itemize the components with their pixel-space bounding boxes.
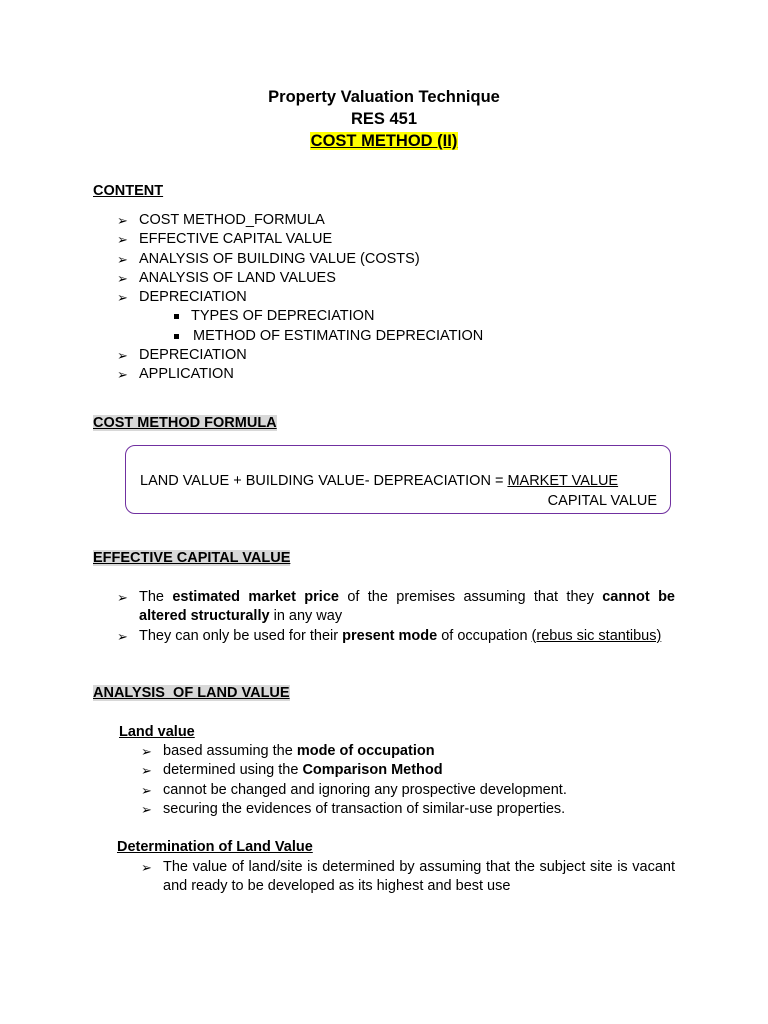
square-bullet-icon	[174, 314, 179, 319]
sub-list-item: TYPES OF DEPRECIATION	[117, 307, 717, 326]
land-value-list	[141, 742, 701, 819]
formula-alt-result: CAPITAL VALUE	[547, 493, 657, 509]
determination-list	[141, 858, 675, 897]
list-item: ➢ based assuming the mode of occupation	[141, 742, 701, 761]
list-item: ➢ determined using the Comparison Method	[141, 761, 701, 780]
effective-capital-value-heading: EFFECTIVE CAPITAL VALUE	[93, 550, 291, 566]
arrow-bullet-icon: ➢	[141, 801, 152, 817]
sub-list-item: METHOD OF ESTIMATING DEPRECIATION	[117, 327, 717, 346]
topic-title: COST METHOD (II)	[310, 132, 458, 150]
arrow-bullet-icon: ➢	[117, 290, 128, 306]
effective-capital-value-list	[117, 588, 675, 646]
arrow-bullet-icon: ➢	[117, 348, 128, 364]
list-item: ➢ The value of land/site is determined by assuming that the subject site is vacant and ready to be developed as its highest and best use	[141, 859, 675, 895]
list-item: ➢ ANALYSIS OF BUILDING VALUE (COSTS)	[117, 250, 717, 269]
determination-land-value-subheading: Determination of Land Value	[117, 839, 313, 855]
course-code: RES 451	[350, 110, 418, 128]
arrow-bullet-icon: ➢	[117, 367, 128, 383]
course-title: Property Valuation Technique	[268, 88, 500, 106]
list-item: ➢ APPLICATION	[117, 365, 717, 384]
list-item: ➢ They can only be used for their present mode of occupation (rebus sic stantibus)	[117, 627, 675, 646]
arrow-bullet-icon: ➢	[117, 251, 128, 267]
land-value-subheading: Land value	[119, 724, 195, 740]
arrow-bullet-icon: ➢	[117, 232, 128, 248]
list-item: ➢ The estimated market price of the premises assuming that they cannot be altered structurally in any way	[117, 589, 675, 625]
arrow-bullet-icon: ➢	[141, 860, 152, 875]
arrow-bullet-icon: ➢	[141, 744, 152, 759]
content-heading: CONTENT	[93, 183, 164, 199]
arrow-bullet-icon: ➢	[141, 782, 152, 798]
list-item: ➢ DEPRECIATION	[117, 346, 717, 365]
arrow-bullet-icon: ➢	[141, 763, 152, 779]
list-item: ➢ ANALYSIS OF LAND VALUES	[117, 269, 717, 288]
list-item: ➢ EFFECTIVE CAPITAL VALUE	[117, 230, 717, 249]
list-item: ➢ DEPRECIATION	[117, 288, 717, 307]
formula-result: MARKET VALUE	[507, 473, 619, 489]
document-title	[0, 86, 768, 152]
list-item: ➢ COST METHOD_FORMULA	[117, 211, 717, 230]
content-list	[117, 211, 717, 385]
formula-heading: COST METHOD FORMULA	[93, 415, 277, 431]
analysis-land-value-heading: ANALYSIS OF LAND VALUE	[93, 685, 290, 701]
arrow-bullet-icon: ➢	[117, 590, 128, 605]
list-item: ➢ securing the evidences of transaction of similar-use properties.	[141, 800, 701, 819]
arrow-bullet-icon: ➢	[117, 213, 128, 228]
arrow-bullet-icon: ➢	[117, 270, 128, 286]
list-item: ➢ cannot be changed and ignoring any prospective development.	[141, 781, 701, 800]
arrow-bullet-icon: ➢	[117, 628, 128, 644]
formula-equation: LAND VALUE + BUILDING VALUE- DEPREACIATION = MARKET VALUE	[140, 473, 619, 489]
formula-box	[125, 445, 671, 514]
square-bullet-icon	[174, 334, 179, 339]
